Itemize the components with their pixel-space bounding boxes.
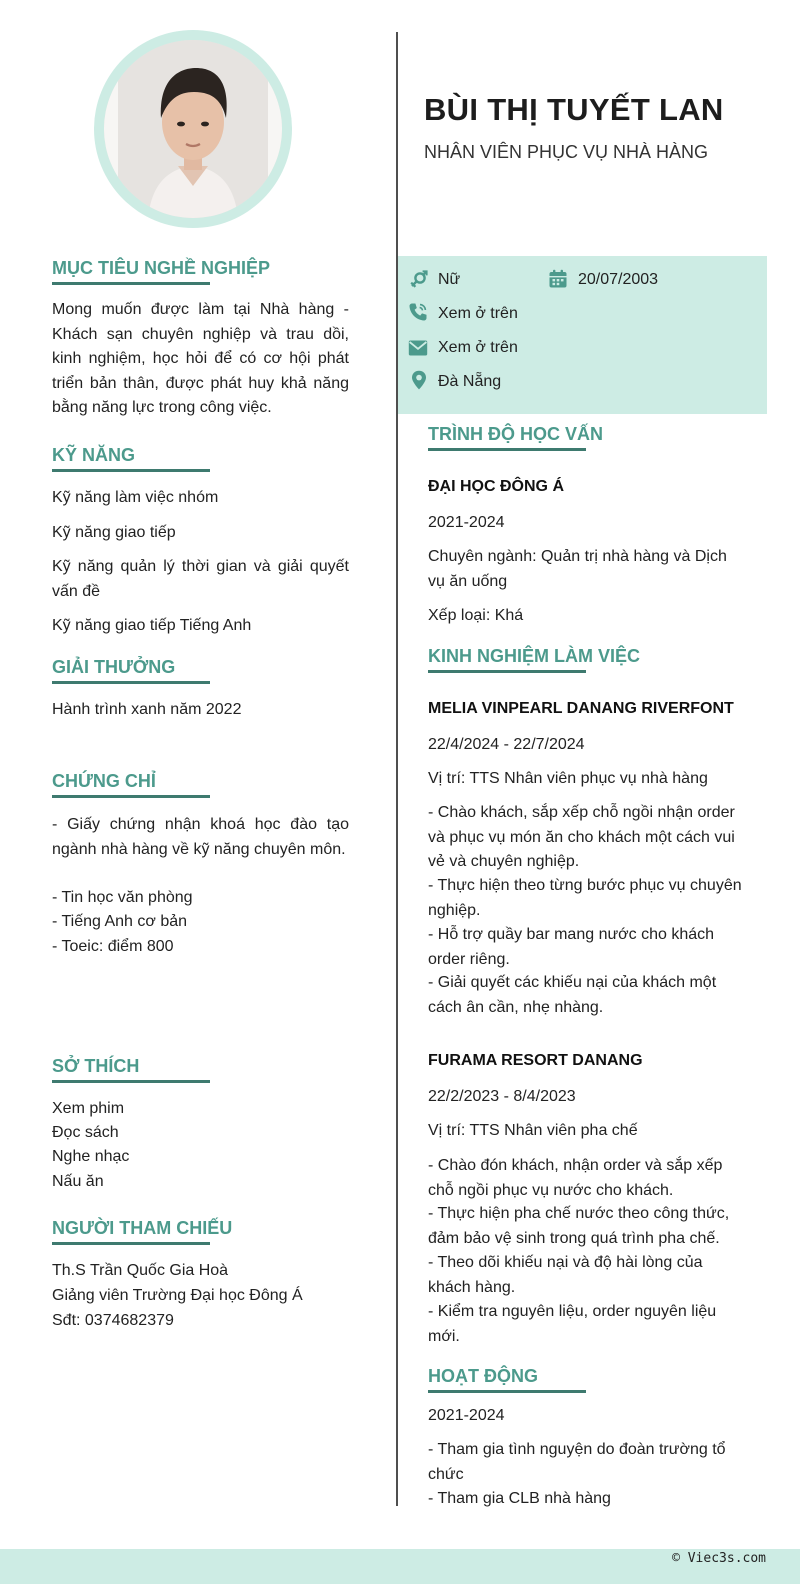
hobby-item: Xem phim	[52, 1100, 125, 1117]
job-duty: - Kiểm tra nguyên liệu, order nguyên liệu mới.	[428, 1303, 717, 1345]
avatar-portrait-image	[104, 40, 282, 218]
education-major: Chuyên ngành: Quản trị nhà hàng và Dịch vụ ăn uống	[428, 548, 727, 590]
avatar	[104, 40, 282, 218]
experience-underline	[428, 670, 586, 673]
job-duty: - Hỗ trợ quầy bar mang nước cho khách order riêng.	[428, 926, 715, 968]
activity-item: - Tham gia CLB nhà hàng	[428, 1490, 611, 1507]
job-duty: - Thực hiện theo từng bước phục vụ chuyên nghiệp.	[428, 877, 742, 919]
column-divider	[396, 32, 398, 1506]
gender-icon	[408, 270, 428, 290]
certificates-underline	[52, 795, 210, 798]
candidate-name: BÙI THỊ TUYẾT LAN	[424, 92, 724, 127]
location-icon	[409, 370, 429, 390]
job-duty: - Thực hiện pha chế nước theo công thức, đảm bảo vệ sinh trong quá trình pha chế.	[428, 1205, 730, 1247]
skills-title: KỸ NĂNG	[52, 445, 136, 465]
reference-name: Th.S Trần Quốc Gia Hoà	[52, 1262, 229, 1279]
activities-period: 2021-2024	[428, 1407, 505, 1424]
objective-title: MỤC TIÊU NGHỀ NGHIỆP	[52, 258, 271, 278]
skill-item: Kỹ năng giao tiếp	[52, 524, 176, 541]
skill-item: Kỹ năng làm việc nhóm	[52, 489, 219, 506]
education-title: TRÌNH ĐỘ HỌC VẤN	[428, 424, 603, 444]
certificate-item: - Tin học văn phòng	[52, 889, 193, 906]
education-underline	[428, 448, 586, 451]
skill-item: Kỹ năng giao tiếp Tiếng Anh	[52, 617, 252, 634]
job-duty: - Chào đón khách, nhận order và sắp xếp chỗ ngồi phục vụ nước cho khách.	[428, 1157, 723, 1199]
certificate-item: - Toeic: điểm 800	[52, 938, 174, 955]
skill-item: Kỹ năng quản lý thời gian và giải quyết vấn đề	[52, 558, 349, 600]
experience-title: KINH NGHIỆM LÀM VIỆC	[428, 646, 641, 666]
certificates-title: CHỨNG CHỈ	[52, 771, 156, 791]
objective-underline	[52, 282, 210, 285]
reference-position: Giảng viên Trường Đại học Đông Á	[52, 1287, 303, 1304]
hobby-item: Nấu ăn	[52, 1173, 104, 1190]
hobby-item: Nghe nhạc	[52, 1148, 130, 1165]
job-company: MELIA VINPEARL DANANG RIVERFONT	[428, 700, 734, 717]
activities-underline	[428, 1390, 586, 1393]
gender-value: Nữ	[438, 271, 461, 288]
skills-underline	[52, 469, 210, 472]
objective-text: Mong muốn được làm tại Nhà hàng - Khách sạn chuyên nghiệp và trau dồi, kinh nghiệm, học hỏi để có cơ hội phát triển bản thân, được phát huy khả năng bằng năng lực trong công việc.	[52, 301, 349, 416]
job-company: FURAMA RESORT DANANG	[428, 1052, 643, 1069]
awards-title: GIẢI THƯỞNG	[52, 657, 176, 677]
email-icon	[408, 338, 428, 358]
education-period: 2021-2024	[428, 514, 505, 531]
job-duty: - Giải quyết các khiếu nại của khách một cách ân cần, nhẹ nhàng.	[428, 974, 717, 1016]
job-position: Vị trí: TTS Nhân viên pha chế	[428, 1122, 638, 1139]
activities-title: HOẠT ĐỘNG	[428, 1366, 538, 1386]
job-period: 22/2/2023 - 8/4/2023	[428, 1088, 576, 1105]
hobbies-underline	[52, 1080, 210, 1083]
references-underline	[52, 1242, 210, 1245]
activity-item: - Tham gia tình nguyện do đoàn trường tổ chức	[428, 1441, 726, 1483]
job-period: 22/4/2024 - 22/7/2024	[428, 736, 585, 753]
reference-phone: Sđt: 0374682379	[52, 1312, 174, 1329]
address-value: Đà Nẵng	[438, 373, 502, 390]
references-title: NGƯỜI THAM CHIẾU	[52, 1218, 233, 1238]
job-title: NHÂN VIÊN PHỤC VỤ NHÀ HÀNG	[424, 142, 709, 162]
phone-icon	[408, 302, 428, 322]
award-item: Hành trình xanh năm 2022	[52, 701, 242, 718]
hobby-item: Đọc sách	[52, 1124, 119, 1141]
job-duty: - Theo dõi khiếu nại và độ hài lòng của khách hàng.	[428, 1254, 703, 1296]
footer-watermark: © Viec3s.com	[672, 1551, 766, 1566]
job-duty: - Chào khách, sắp xếp chỗ ngồi nhận order và phục vụ món ăn cho khách một cách vui vẻ và chuyên nghiệp.	[428, 804, 735, 870]
education-grade: Xếp loại: Khá	[428, 607, 524, 624]
phone-value: Xem ở trên	[438, 305, 518, 322]
email-value: Xem ở trên	[438, 339, 518, 356]
education-school: ĐẠI HỌC ĐÔNG Á	[428, 478, 564, 495]
awards-underline	[52, 681, 210, 684]
birthdate-value: 20/07/2003	[578, 271, 659, 288]
hobbies-title: SỞ THÍCH	[52, 1056, 140, 1076]
job-position: Vị trí: TTS Nhân viên phục vụ nhà hàng	[428, 770, 708, 787]
certificate-item: - Giấy chứng nhận khoá học đào tạo ngành nhà hàng về kỹ năng chuyên môn.	[52, 816, 349, 858]
certificate-item: - Tiếng Anh cơ bản	[52, 913, 188, 930]
calendar-icon	[548, 269, 568, 289]
